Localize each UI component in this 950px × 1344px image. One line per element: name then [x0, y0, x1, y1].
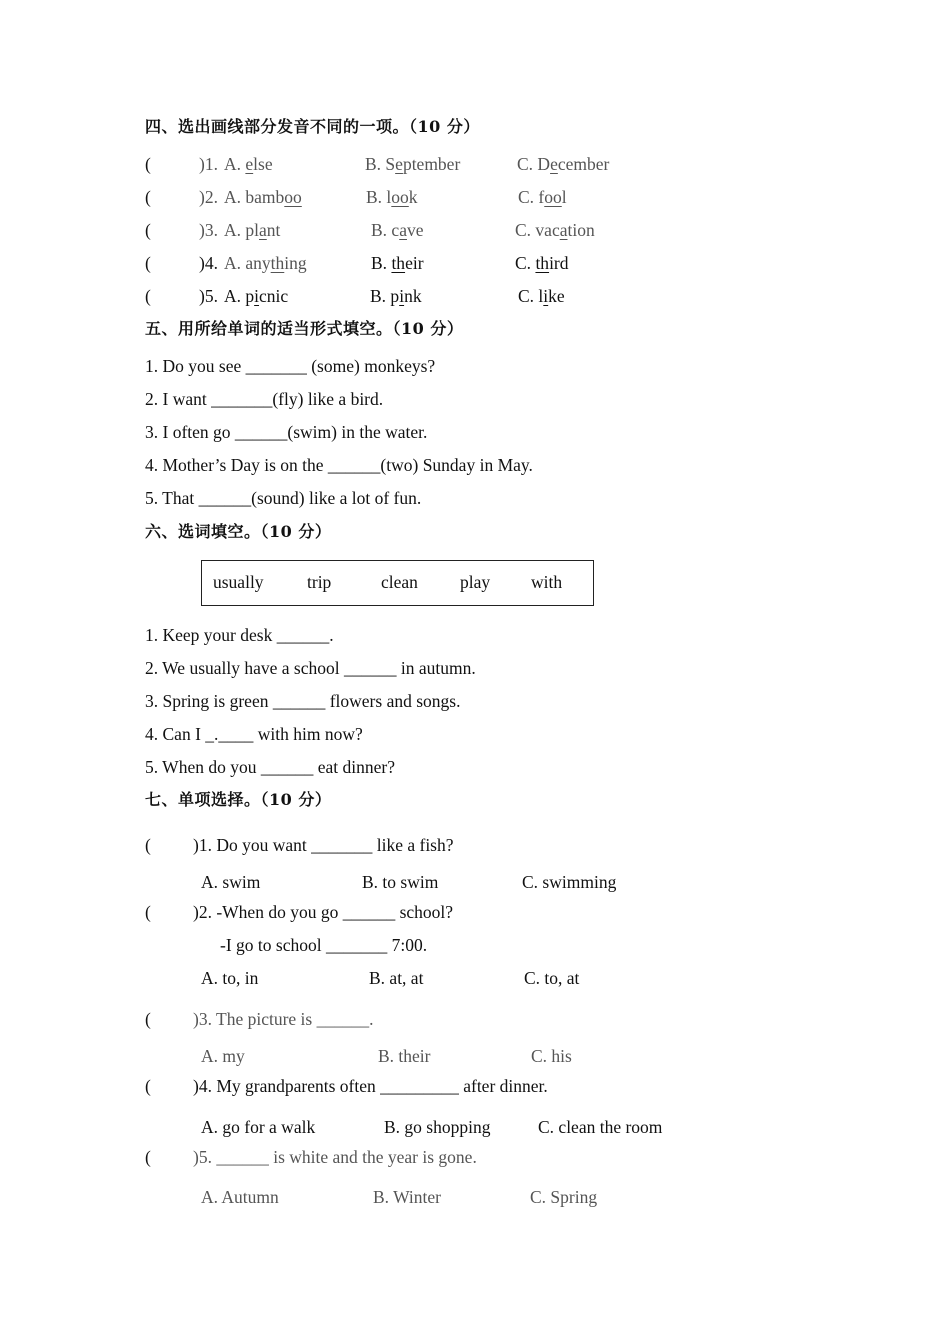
choice-a: A. to, in — [201, 968, 259, 988]
choice-a: A. swim — [201, 872, 261, 892]
section4-title: 四、选出画线部分发音不同的一项。（10 分） — [145, 117, 480, 136]
question-number: )3. — [199, 220, 218, 240]
answer-paren: ( — [145, 1147, 151, 1167]
option-b: B. September — [365, 154, 461, 174]
question-text: )1. Do you want _______ like a fish? — [193, 835, 454, 855]
question-number: )5. — [199, 286, 218, 306]
choice-b: B. to swim — [362, 872, 439, 892]
option-b: B. cave — [371, 220, 424, 240]
choice-c: C. his — [531, 1046, 572, 1066]
fill-item: 4. Can I _.____ with him now? — [145, 724, 363, 744]
fill-item: 1. Keep your desk ______. — [145, 625, 334, 645]
option-a: A. else — [224, 154, 273, 174]
answer-paren: ( — [145, 220, 151, 240]
fill-item: 2. We usually have a school ______ in autumn. — [145, 658, 476, 678]
choice-a: A. Autumn — [201, 1187, 279, 1207]
fill-item: 1. Do you see _______ (some) monkeys? — [145, 356, 436, 376]
option-c: C. vacation — [515, 220, 595, 240]
fill-item: 3. Spring is green ______ flowers and songs. — [145, 691, 461, 711]
word-bank-word: clean — [381, 572, 418, 592]
option-c: C. like — [518, 286, 565, 306]
choice-b: B. Winter — [373, 1187, 441, 1207]
choice-c: C. to, at — [524, 968, 580, 988]
choice-a: A. go for a walk — [201, 1117, 316, 1137]
answer-paren: ( — [145, 286, 151, 306]
option-a: A. plant — [224, 220, 281, 240]
option-a: A. bamboo — [224, 187, 302, 207]
question-text: )3. The picture is ______. — [193, 1009, 374, 1029]
choice-a: A. my — [201, 1046, 245, 1066]
choice-b: B. go shopping — [384, 1117, 491, 1137]
choice-c: C. swimming — [522, 872, 617, 892]
choice-c: C. clean the room — [538, 1117, 663, 1137]
word-bank-word: trip — [307, 572, 332, 592]
question-text-line2: -I go to school _______ 7:00. — [220, 935, 428, 955]
option-b: B. pink — [370, 286, 422, 306]
option-c: C. December — [517, 154, 610, 174]
option-b: B. their — [371, 253, 424, 273]
question-number: )2. — [199, 187, 218, 207]
answer-paren: ( — [145, 835, 151, 855]
answer-paren: ( — [145, 1076, 151, 1096]
option-c: C. third — [515, 253, 569, 273]
fill-item: 4. Mother’s Day is on the ______(two) Sunday in May. — [145, 455, 533, 475]
answer-paren: ( — [145, 154, 151, 174]
option-a: A. picnic — [224, 286, 289, 306]
fill-item: 5. When do you ______ eat dinner? — [145, 757, 395, 777]
fill-item: 2. I want _______(fly) like a bird. — [145, 389, 384, 409]
fill-item: 3. I often go ______(swim) in the water. — [145, 422, 428, 442]
option-b: B. look — [366, 187, 418, 207]
answer-paren: ( — [145, 902, 151, 922]
word-bank-word: play — [460, 572, 491, 592]
answer-paren: ( — [145, 253, 151, 273]
question-text: )4. My grandparents often _________ after dinner. — [193, 1076, 548, 1096]
section6-title: 六、选词填空。（10 分） — [145, 522, 332, 541]
section7-title: 七、单项选择。（10 分） — [145, 790, 332, 809]
word-bank-word: with — [531, 572, 563, 592]
question-number: )1. — [199, 154, 218, 174]
answer-paren: ( — [145, 187, 151, 207]
question-text: )5. ______ is white and the year is gone. — [193, 1147, 477, 1167]
section5-title: 五、用所给单词的适当形式填空。（10 分） — [145, 319, 464, 338]
fill-item: 5. That ______(sound) like a lot of fun. — [145, 488, 422, 508]
choice-b: B. their — [378, 1046, 431, 1066]
question-text: )2. -When do you go ______ school? — [193, 902, 454, 922]
word-bank-word: usually — [213, 572, 264, 592]
answer-paren: ( — [145, 1009, 151, 1029]
option-a: A. anything — [224, 253, 307, 273]
choice-c: C. Spring — [530, 1187, 598, 1207]
question-number: )4. — [199, 253, 218, 273]
choice-b: B. at, at — [369, 968, 424, 988]
option-c: C. fool — [518, 187, 567, 207]
